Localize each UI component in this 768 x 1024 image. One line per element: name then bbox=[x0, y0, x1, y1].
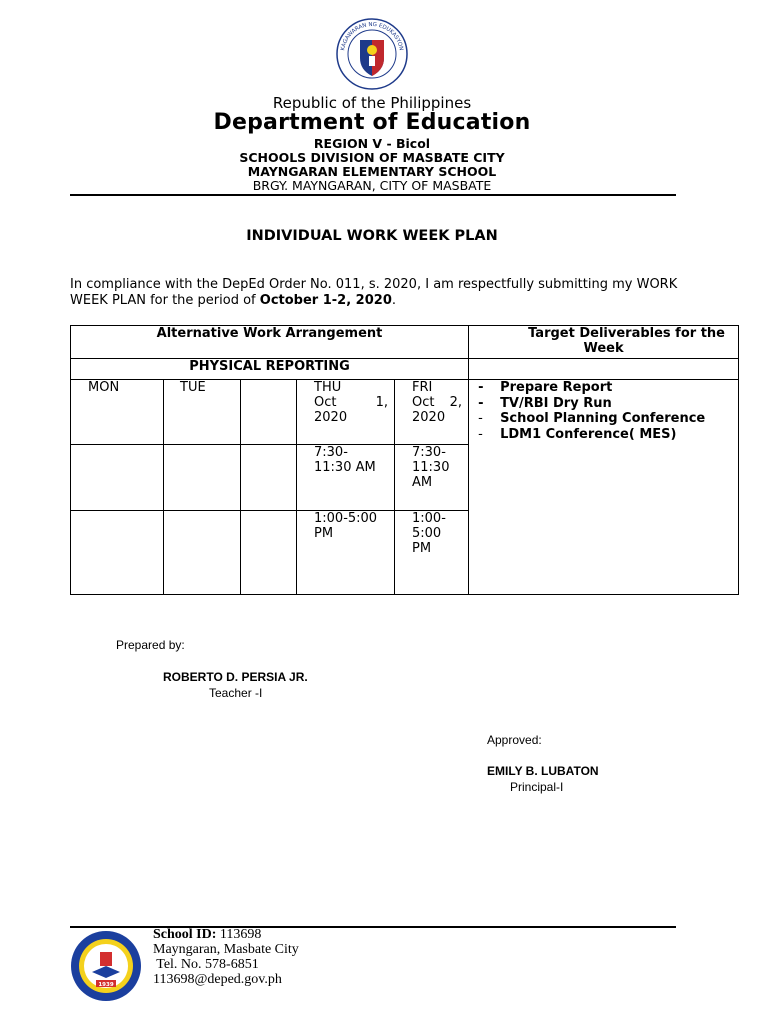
deliverables-list bbox=[476, 380, 732, 442]
pm-fri: 1:00- 5:00 PM bbox=[395, 511, 469, 595]
document-title: INDIVIDUAL WORK WEEK PLAN bbox=[246, 228, 498, 244]
am-thu: 7:30- 11:30 AM bbox=[297, 445, 395, 511]
school-logo bbox=[70, 930, 142, 1002]
deliverable-item: - Prepare Report bbox=[478, 380, 613, 395]
pm-mon bbox=[71, 511, 164, 595]
pm-tue bbox=[164, 511, 241, 595]
arrangement-header: Alternative Work Arrangement bbox=[71, 326, 469, 359]
am-fri: 7:30- 11:30 AM bbox=[395, 445, 469, 511]
header-divider bbox=[70, 194, 676, 196]
deliverable-item: - LDM1 Conference( MES) bbox=[478, 426, 677, 442]
deliverable-item: - School Planning Conference bbox=[478, 411, 706, 426]
footer-address: Mayngaran, Masbate City bbox=[153, 942, 299, 957]
intro-line-1: In compliance with the DepEd Order No. 011, s. 2020, I am respectfully submitting my WORK bbox=[70, 277, 678, 292]
republic-text: Republic of the Philippines bbox=[272, 94, 472, 112]
prepared-by-label: Prepared by: bbox=[116, 638, 185, 652]
footer-tel: Tel. No. 578-6851 bbox=[153, 957, 259, 972]
intro-period: October 1-2, 2020 bbox=[259, 293, 392, 308]
day-tue: TUE bbox=[164, 380, 241, 445]
preparer-name: ROBERTO D. PERSIA JR. bbox=[163, 670, 308, 684]
am-blank bbox=[241, 445, 297, 511]
division-text: SCHOOLS DIVISION OF MASBATE CITY bbox=[239, 150, 505, 165]
day-thu: THU Oct 1, 2020 bbox=[297, 380, 395, 445]
deliverables-list-cell bbox=[469, 380, 739, 595]
am-tue bbox=[164, 445, 241, 511]
deped-seal-logo bbox=[336, 18, 408, 90]
approver-title: Principal-I bbox=[510, 780, 564, 794]
day-fri: FRI Oct 2, 2020 bbox=[395, 380, 469, 445]
am-mon bbox=[71, 445, 164, 511]
svg-text:1939: 1939 bbox=[98, 982, 114, 988]
svg-text:KAGAWARAN NG EDUKASYON: KAGAWARAN NG EDUKASYON bbox=[340, 21, 404, 52]
work-plan-table bbox=[70, 325, 739, 595]
intro-line-2: WEEK PLAN for the period of October 1-2, 2020. bbox=[70, 293, 397, 308]
deliverables-header: Target Deliverables for the Week bbox=[469, 326, 739, 359]
pm-thu: 1:00-5:00 PM bbox=[297, 511, 395, 595]
school-address: BRGY. MAYNGARAN, CITY OF MASBATE bbox=[252, 178, 492, 193]
approver-name: EMILY B. LUBATON bbox=[487, 764, 599, 778]
preparer-title: Teacher -I bbox=[209, 686, 263, 700]
footer-contact bbox=[153, 927, 299, 987]
school-id: 113698 bbox=[216, 927, 262, 942]
footer-email: 113698@deped.gov.ph bbox=[153, 972, 282, 987]
school-id-label: School ID: bbox=[153, 927, 217, 942]
department-title: Department of Education bbox=[213, 110, 531, 135]
physical-reporting-header: PHYSICAL REPORTING bbox=[71, 359, 469, 380]
region-text: REGION V - Bicol bbox=[313, 136, 431, 151]
pm-blank bbox=[241, 511, 297, 595]
empty-cell bbox=[469, 359, 739, 380]
deliverable-item: - TV/RBI Dry Run bbox=[478, 395, 612, 411]
school-name: MAYNGARAN ELEMENTARY SCHOOL bbox=[247, 164, 497, 179]
intro-paragraph bbox=[70, 277, 710, 309]
day-mon: MON bbox=[71, 380, 164, 445]
approved-label: Approved: bbox=[487, 733, 542, 747]
day-blank bbox=[241, 380, 297, 445]
